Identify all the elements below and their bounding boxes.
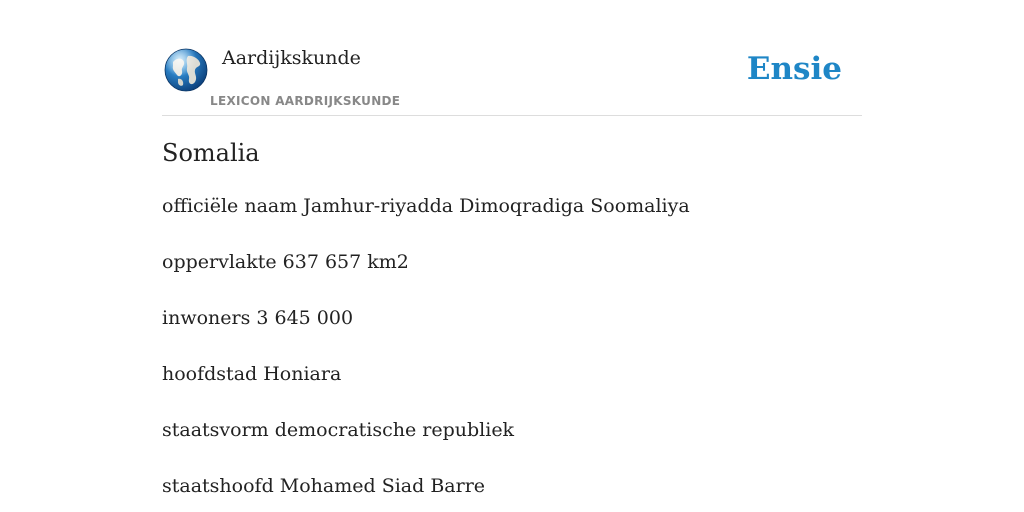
globe-icon	[164, 48, 208, 92]
fact-capital: hoofdstad Honiara	[162, 363, 342, 385]
site-subtitle: LEXICON AARDRIJKSKUNDE	[210, 94, 401, 108]
fact-area: oppervlakte 637 657 km2	[162, 251, 409, 273]
site-title: Aardijkskunde	[222, 47, 361, 69]
fact-official-name: officiële naam Jamhur-riyadda Dimoqradiga Soomaliya	[162, 195, 690, 217]
site-header	[162, 44, 862, 116]
ensie-brand-link[interactable]: Ensie	[746, 51, 842, 87]
article-facts-list	[162, 193, 690, 512]
article-title: Somalia	[162, 139, 260, 167]
fact-population: inwoners 3 645 000	[162, 307, 354, 329]
fact-head-of-state: staatshoofd Mohamed Siad Barre	[162, 475, 486, 497]
fact-form-of-state: staatsvorm democratische republiek	[162, 419, 515, 441]
